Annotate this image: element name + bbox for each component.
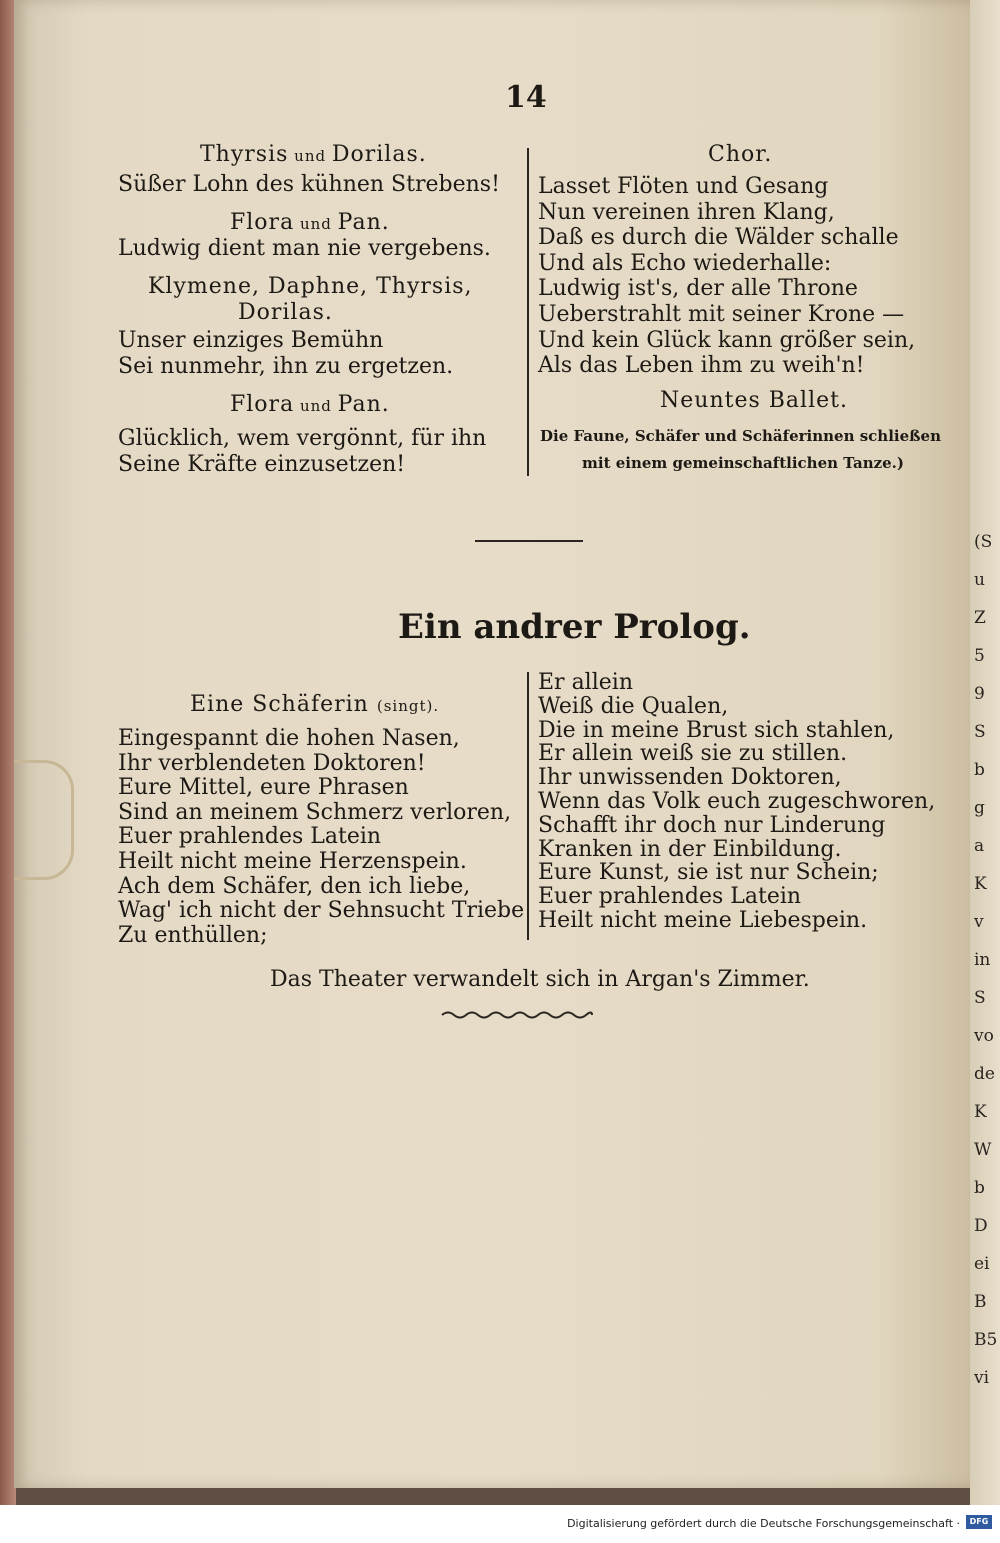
facing-page-fragment: W [974, 1140, 992, 1160]
speaker-name: Klymene, Daphne, Thyrsis, [148, 274, 473, 299]
facing-page-fragment: Z [974, 608, 986, 628]
facing-page-fragment: D [974, 1216, 988, 1236]
verse-line: Unser einziges Bemühn [118, 328, 384, 353]
verse-line: Er allein weiß sie zu stillen. [538, 741, 848, 767]
facing-page-fragment: K [974, 1102, 987, 1122]
verse-line: Euer prahlendes Latein [118, 824, 382, 850]
facing-page-fragment: S [974, 722, 986, 742]
facing-page-fragment: vo [974, 1026, 994, 1046]
verse-line: Ueberstrahlt mit seiner Krone — [538, 302, 905, 327]
speaker-heading [200, 142, 427, 169]
prolog-title: Ein andrer Prolog. [398, 607, 751, 647]
verse-line: Wag' ich nicht der Sehnsucht Triebe [118, 898, 525, 924]
facing-page-fragment: vi [974, 1368, 990, 1388]
verse-line: Die in meine Brust sich stahlen, [538, 717, 895, 743]
wavy-ornament [440, 1008, 595, 1022]
verse-line: Und kein Glück kann größer sein, [538, 327, 916, 353]
verse-line: Ach dem Schäfer, den ich liebe, [118, 873, 471, 899]
verse-line: Weiß die Qualen, [538, 693, 729, 719]
facing-page-fragment: ei [974, 1254, 990, 1274]
verse-line: Ludwig dient man nie vergebens. [118, 236, 491, 261]
speaker-heading [230, 210, 390, 237]
facing-page-fragment: de [974, 1064, 995, 1084]
facing-page-fragment: B5 [974, 1330, 998, 1350]
column-divider [527, 148, 529, 476]
facing-page-edge [970, 0, 1000, 1505]
verse-line: Euer prahlendes Latein [538, 884, 802, 910]
speaker-name: Thyrsis [200, 142, 289, 167]
page-tab-shadow [14, 760, 74, 880]
verse-line: Daß es durch die Wälder schalle [538, 225, 899, 251]
speaker-name: Dorilas. [331, 142, 427, 167]
facing-page-fragment: K [974, 874, 987, 894]
facing-page-fragment: S [974, 988, 986, 1008]
facing-page-fragment: u [974, 570, 985, 590]
verse-line: Ihr unwissenden Doktoren, [538, 765, 842, 791]
verse-line: Lasset Flöten und Gesang [538, 174, 829, 199]
ballet-heading: Neuntes Ballet. [660, 388, 848, 413]
speaker-note: (singt). [376, 697, 440, 715]
dfg-logo: DFG [966, 1515, 992, 1529]
speaker-name: Flora [230, 392, 295, 417]
facing-page-fragment: 5 [974, 646, 985, 666]
speaker-name: Flora [230, 210, 295, 235]
scene-change-direction: Das Theater verwandelt sich in Argan's Zimmer. [270, 967, 810, 992]
page-number: 14 [505, 80, 547, 115]
verse-line: Und als Echo wiederhalle: [538, 250, 832, 276]
verse-line: Als das Leben ihm zu weih'n! [538, 353, 865, 379]
facing-page-fragment: a [974, 836, 985, 856]
verse-line: Heilt nicht meine Herzenspein. [118, 849, 467, 874]
facing-page-fragment: b [974, 1178, 985, 1198]
column-divider [527, 672, 529, 940]
speaker-heading [230, 392, 390, 419]
facing-page-fragment: B [974, 1292, 987, 1312]
section-rule [475, 540, 583, 542]
facing-page-fragment: 9 [974, 684, 985, 704]
verse-line: Zu enthüllen; [118, 922, 268, 948]
facing-page-fragment: b [974, 760, 985, 780]
speaker-heading [238, 300, 333, 326]
verse-line: Schafft ihr doch nur Linderung [538, 812, 886, 838]
verse-line: Sind an meinem Schmerz verloren, [118, 799, 512, 825]
conjunction: und [294, 397, 338, 415]
verse-line: Nun vereinen ihren Klang, [538, 199, 835, 225]
verse-line: Glücklich, wem vergönnt, für ihn [118, 426, 487, 451]
verse-line: Seine Kräfte einzusetzen! [118, 452, 406, 477]
footer-credit: Digitalisierung gefördert durch die Deutsche Forschungsgemeinschaft · [567, 1517, 960, 1530]
stage-direction: Die Faune, Schäfer und Schäferinnen schließen [540, 427, 941, 445]
stage-direction: mit einem gemeinschaftlichen Tanze.) [582, 454, 904, 472]
chorus-heading: Chor. [708, 142, 773, 167]
facing-page-fragment: g [974, 798, 985, 818]
verse-line: Ludwig ist's, der alle Throne [538, 276, 858, 302]
verse-line: Eure Mittel, eure Phrasen [118, 775, 409, 801]
speaker-heading [190, 692, 439, 719]
verse-line: Eure Kunst, sie ist nur Schein; [538, 860, 879, 886]
verse-line: Süßer Lohn des kühnen Strebens! [118, 172, 500, 197]
speaker-name: Pan. [337, 392, 390, 417]
conjunction: und [288, 147, 332, 165]
footer-bar [0, 1505, 1000, 1543]
verse-line: Heilt nicht meine Liebespein. [538, 908, 868, 933]
speaker-name: Dorilas. [238, 300, 333, 325]
verse-line: Wenn das Volk euch zugeschworen, [538, 789, 936, 814]
conjunction: und [294, 215, 338, 233]
verse-line: Eingespannt die hohen Nasen, [118, 726, 460, 751]
facing-page-fragment: (S [974, 532, 993, 552]
verse-line: Kranken in der Einbildung. [538, 836, 842, 862]
verse-line: Sei nunmehr, ihn zu ergetzen. [118, 354, 454, 379]
speaker-heading [148, 274, 473, 300]
speaker-name: Eine Schäferin [190, 692, 377, 717]
facing-page-fragment: v [974, 912, 984, 932]
verse-line: Er allein [538, 670, 633, 695]
verse-line: Ihr verblendeten Doktoren! [118, 750, 426, 776]
speaker-name: Pan. [337, 210, 390, 235]
facing-page-fragment: in [974, 950, 991, 970]
